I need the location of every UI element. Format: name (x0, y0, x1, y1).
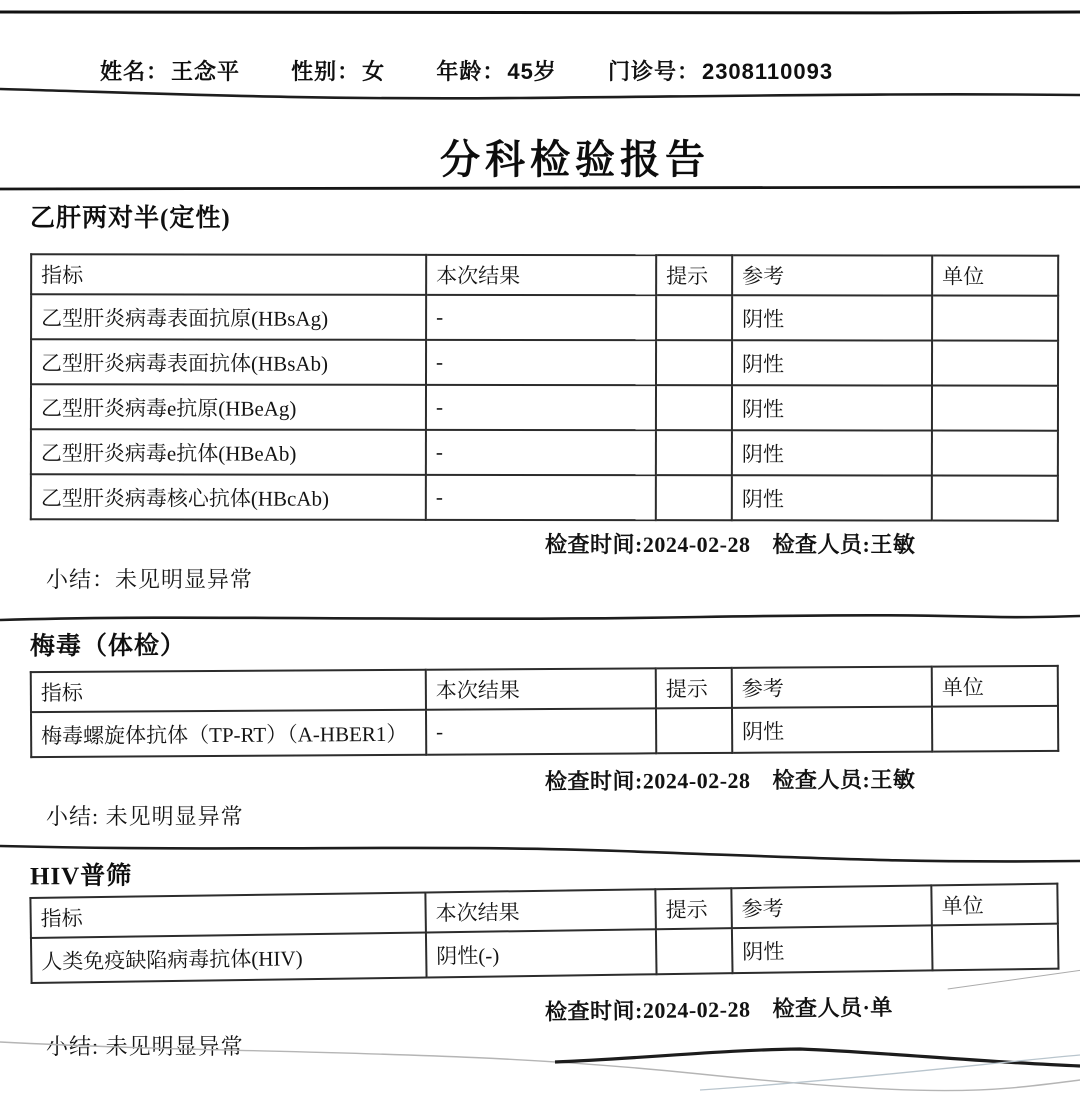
cell-result: - (426, 385, 656, 430)
check-time-value: 2024-02-28 (642, 996, 751, 1024)
col-unit: 单位 (932, 256, 1058, 296)
col-indicator: 指标 (31, 670, 426, 712)
summary-hiv (46, 1030, 244, 1061)
summary-value: 未见明显异常 (115, 567, 254, 592)
patient-name-label: 姓名： (100, 59, 170, 84)
patient-sex-label: 性别： (291, 59, 361, 84)
cell-indicator: 乙型肝炎病毒核心抗体(HBcAb) (31, 474, 426, 520)
col-result: 本次结果 (426, 668, 656, 709)
check-time-label: 检查时间: (544, 998, 644, 1025)
cell-indicator: 乙型肝炎病毒e抗原(HBeAg) (31, 384, 426, 430)
hbv-table (30, 253, 1059, 521)
col-reference: 参考 (731, 885, 932, 928)
patient-outpatient-no (608, 59, 833, 84)
cell-unit (932, 924, 1059, 971)
cell-reference: 阴性 (732, 385, 932, 430)
patient-age (436, 59, 557, 84)
cell-reference: 阴性 (732, 340, 932, 385)
cell-result: - (426, 295, 656, 340)
col-reference: 参考 (732, 255, 932, 295)
check-staff-value: 王敏 (870, 532, 916, 557)
cell-unit (932, 706, 1058, 752)
scan-top-edge-line (0, 6, 1080, 20)
cell-unit (932, 431, 1058, 476)
cell-reference: 阴性 (732, 475, 932, 520)
patient-outpatient-no-value: 2308110093 (701, 59, 834, 84)
summary-syphilis (46, 800, 244, 831)
table-row (31, 339, 1058, 385)
check-staff-value: 王敏 (870, 767, 916, 793)
check-time-label: 检查时间: (545, 532, 643, 557)
cell-hint (656, 340, 732, 385)
patient-name-value: 王念平 (171, 59, 241, 84)
check-time-label: 检查时间: (544, 768, 643, 794)
patient-age-label: 年龄： (436, 59, 506, 84)
cell-indicator: 人类免疫缺陷病毒抗体(HIV) (31, 932, 427, 983)
col-result: 本次结果 (425, 889, 656, 932)
col-hint: 提示 (656, 255, 732, 295)
patient-name (100, 59, 240, 84)
cell-hint (656, 928, 733, 974)
col-hint: 提示 (656, 668, 732, 708)
cell-hint (656, 385, 732, 430)
cell-indicator: 乙型肝炎病毒表面抗原(HBsAg) (31, 294, 426, 340)
check-footer-hbv (545, 528, 915, 559)
check-staff-label: 检查人员: (772, 767, 871, 793)
syphilis-table (30, 665, 1060, 758)
col-unit: 单位 (931, 884, 1058, 926)
summary-label: 小结: (46, 1034, 106, 1059)
cell-unit (932, 341, 1058, 386)
summary-hbv (46, 563, 253, 594)
col-result: 本次结果 (426, 255, 656, 295)
check-footer-syphilis (545, 763, 915, 796)
col-indicator: 指标 (31, 254, 426, 295)
cell-unit (932, 296, 1058, 341)
page-title: 分科检验报告 (440, 137, 710, 182)
divider-after-syphilis (0, 836, 1080, 870)
table-header-row (31, 254, 1058, 295)
check-staff-label: 检查人员: (772, 532, 871, 557)
table-row (31, 294, 1058, 340)
patient-age-value: 45岁 (507, 59, 557, 84)
cell-hint (656, 708, 732, 753)
table-row (31, 474, 1058, 520)
cell-reference: 阴性 (732, 925, 933, 973)
summary-value: 未见明显异常 (105, 804, 244, 829)
cell-indicator: 乙型肝炎病毒表面抗体(HBsAb) (31, 339, 426, 385)
patient-sex (291, 59, 385, 84)
cell-reference: 阴性 (732, 295, 932, 340)
cell-result: 阴性(-) (426, 929, 657, 977)
check-staff-value: 单 (870, 994, 894, 1020)
cell-result: - (426, 475, 656, 520)
col-unit: 单位 (932, 666, 1058, 707)
col-indicator: 指标 (30, 892, 426, 938)
table-row (31, 706, 1058, 757)
table-row (31, 429, 1058, 475)
col-hint: 提示 (655, 888, 732, 929)
cell-result: - (426, 708, 656, 754)
cell-result: - (426, 430, 656, 475)
section-heading-hiv: HIV普筛 (29, 862, 133, 891)
check-footer-hiv (545, 991, 893, 1027)
table-header-row (31, 666, 1058, 712)
summary-value: 未见明显异常 (105, 1034, 244, 1059)
cell-unit (932, 476, 1058, 521)
table-row (31, 384, 1058, 430)
check-time-value: 2024-02-28 (642, 767, 751, 794)
divider-under-patient (0, 84, 1080, 106)
check-staff-label: 检查人员· (772, 994, 871, 1022)
hiv-table (29, 883, 1059, 984)
cell-hint (656, 475, 732, 520)
patient-info-row (100, 55, 877, 86)
summary-label: 小结: (46, 804, 106, 829)
cell-reference: 阴性 (732, 430, 932, 475)
summary-label: 小结： (46, 567, 116, 592)
col-reference: 参考 (732, 667, 932, 708)
cell-hint (656, 295, 732, 340)
patient-sex-value: 女 (362, 59, 386, 84)
patient-outpatient-no-label: 门诊号： (607, 59, 700, 84)
section-heading-hbv: 乙肝两对半(定性) (30, 205, 231, 232)
cell-unit (932, 386, 1058, 431)
cell-reference: 阴性 (732, 707, 932, 753)
section-heading-syphilis: 梅毒（体检） (29, 632, 187, 661)
cell-indicator: 乙型肝炎病毒e抗体(HBeAb) (31, 429, 426, 475)
cell-hint (656, 430, 732, 475)
check-time-value: 2024-02-28 (642, 532, 751, 557)
cell-result: - (426, 340, 656, 385)
cell-indicator: 梅毒螺旋体抗体（TP-RT）（A-HBER1） (31, 710, 426, 757)
